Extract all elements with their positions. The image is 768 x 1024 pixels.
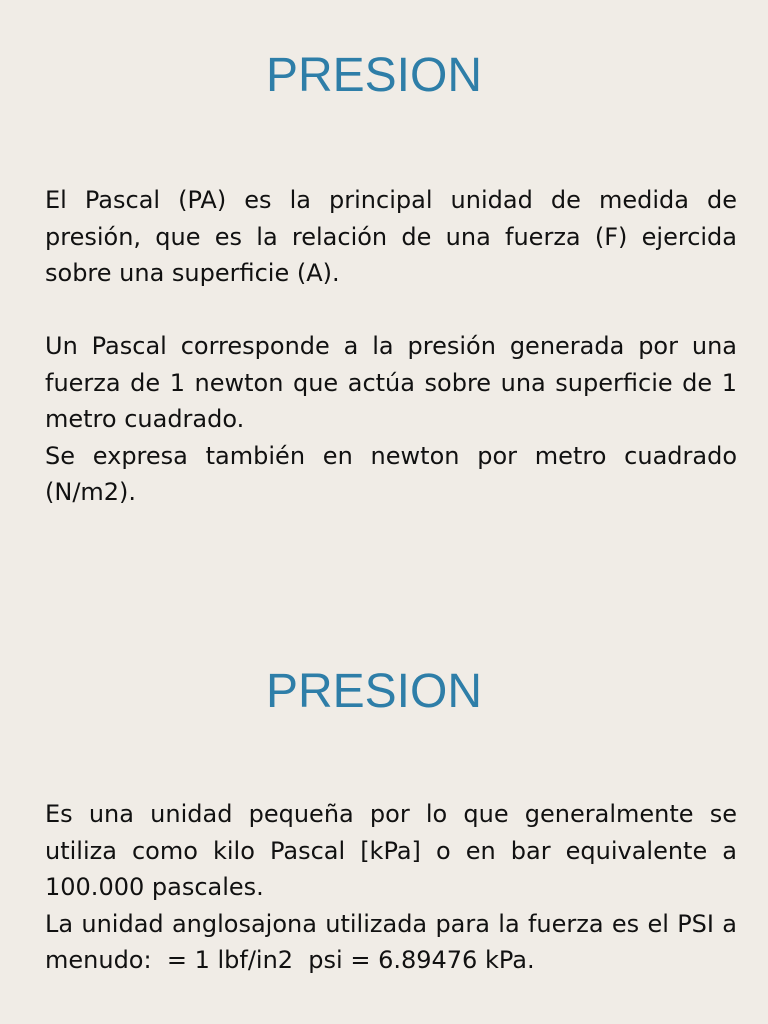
paragraph-kilopascal: Es una unidad pequeña por lo que generalmente se utiliza como kilo Pascal [kPa] o en bar equivalente a 100.000 pascales.: [45, 800, 737, 901]
slide-2: [0, 618, 768, 1024]
paragraph-pascal-units: Se expresa también en newton por metro cuadrado (N/m2).: [45, 441, 737, 506]
paragraph-psi: La unidad anglosajona utilizada para la fuerza es el PSI a menudo: = 1 lbf/in2 psi = 6.89476 kPa.: [45, 909, 745, 974]
slide-body: [45, 796, 745, 979]
paragraph-pascal-newton: Un Pascal corresponde a la presión generada por una fuerza de 1 newton que actúa sobre una superficie de 1 metro cuadrado.: [45, 332, 737, 433]
slide-title: PRESION: [265, 665, 483, 718]
slide-title: PRESION: [265, 49, 483, 102]
paragraph-pascal-definition: El Pascal (PA) es la principal unidad de medida de presión, que es la relación de una fuerza (F) ejercida sobre una superficie (A).: [45, 186, 737, 287]
slide-body: [45, 182, 737, 511]
paragraph-spacer: [45, 292, 737, 329]
